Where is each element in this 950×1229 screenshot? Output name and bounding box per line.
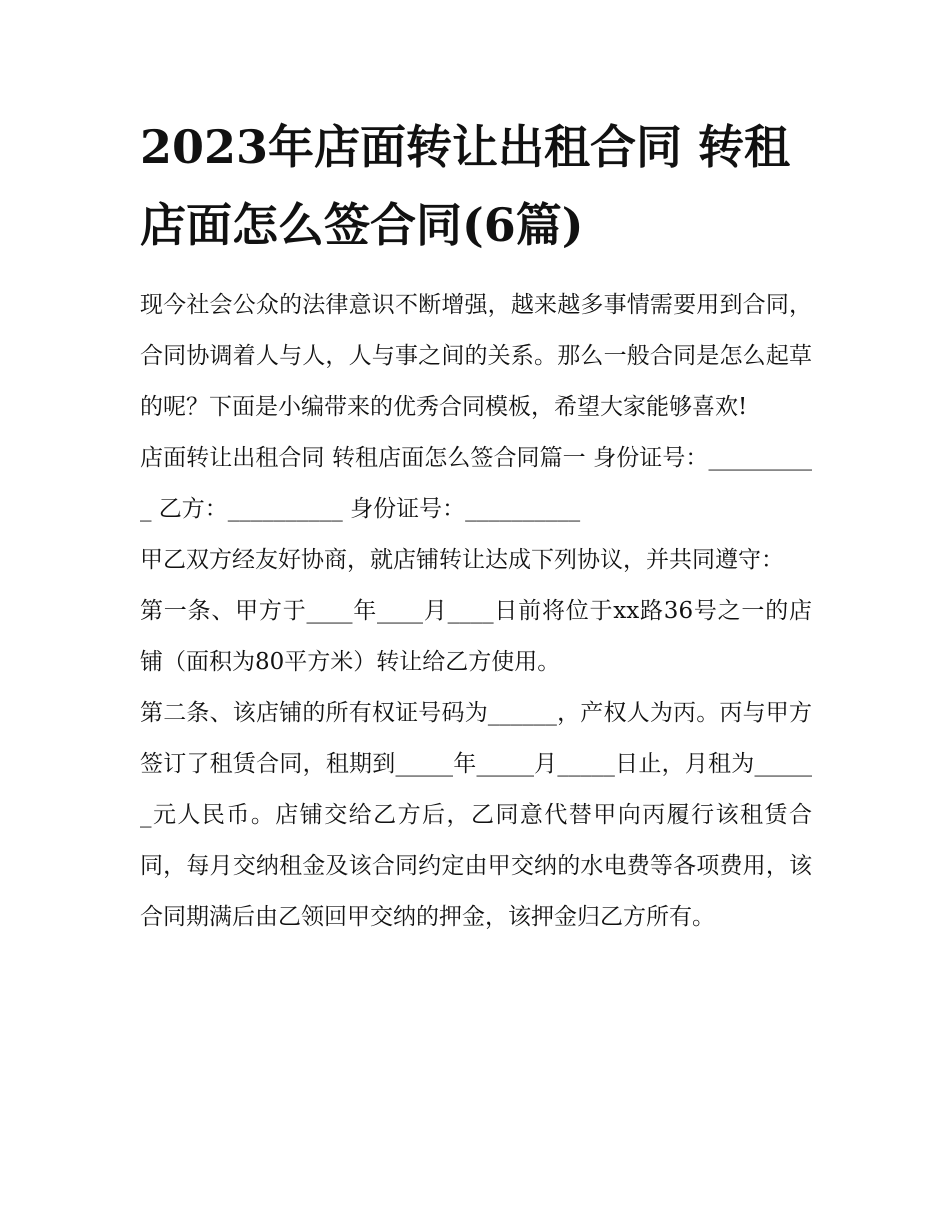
contract-header-paragraph: 店面转让出租合同 转租店面怎么签合同篇一 身份证号：__________ 乙方：__________ 身份证号：__________ xyxy=(140,445,812,522)
intro-paragraph: 现今社会公众的法律意识不断增强，越来越多事情需要用到合同，合同协调着人与人，人与事之间的关系。那么一般合同是怎么起草的呢？下面是小编带来的优秀合同模板，希望大家能够喜欢! xyxy=(140,292,812,420)
document-title: 2023年店面转让出租合同 转租店面怎么签合同(6篇) xyxy=(140,120,791,252)
article-two-paragraph: 第二条、该店铺的所有权证号码为______，产权人为丙。丙与甲方签订了租赁合同，租期到_____年_____月_____日止，月租为______元人民币。店铺交给乙方后，乙同意代替甲向丙履行该租赁合同，每月交纳租金及该合同约定由甲交纳的水电费等各项费用，该合同期满后由乙领回甲交纳的押金，该押金归乙方所有。 xyxy=(140,700,812,930)
article-one-paragraph: 第一条、甲方于____年____月____日前将位于xx路36号之一的店铺（面积为80平方米）转让给乙方使用。 xyxy=(140,598,812,675)
document-content xyxy=(140,108,812,943)
agreement-paragraph: 甲乙双方经友好协商，就店铺转让达成下列协议，并共同遵守： xyxy=(140,547,784,573)
